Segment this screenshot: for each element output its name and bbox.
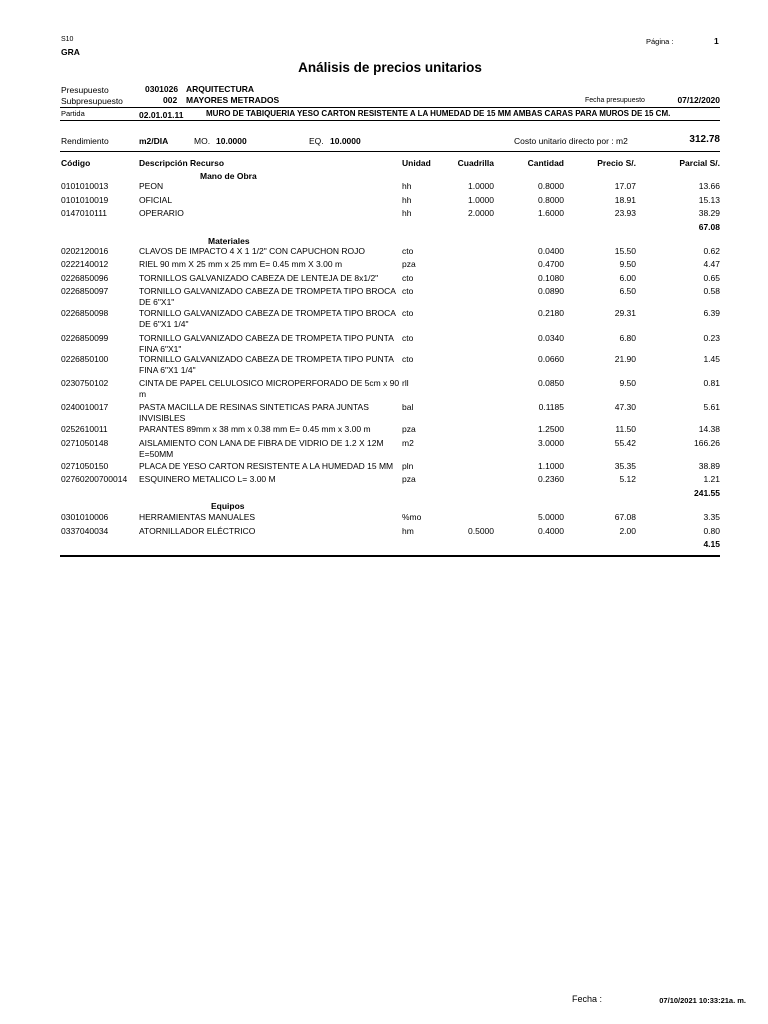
item-cuadrilla: 1.0000	[468, 181, 494, 191]
rendimiento-unit: m2/DIA	[139, 136, 169, 146]
item-cantidad: 1.6000	[538, 208, 564, 218]
rendimiento-label: Rendimiento	[61, 136, 109, 146]
item-unit: hh	[402, 181, 412, 191]
item-cantidad: 1.1000	[538, 461, 564, 471]
item-code: 02760200700014	[61, 474, 128, 484]
mo-value: 10.0000	[216, 136, 247, 146]
item-code: 0101010013	[61, 181, 109, 191]
item-cantidad: 0.0660	[538, 354, 564, 364]
item-unit: cto	[402, 354, 414, 364]
fecha-presupuesto: 07/12/2020	[677, 95, 720, 105]
item-cantidad: 0.4700	[538, 259, 564, 269]
item-precio: 5.12	[619, 474, 636, 484]
col-precio: Precio S/.	[597, 158, 636, 168]
presupuesto-label: Presupuesto	[61, 85, 109, 95]
item-unit: %mo	[402, 512, 422, 522]
partida-description: MURO DE TABIQUERIA YESO CARTON RESISTENTE A LA HUMEDAD DE 15 MM AMBAS CARAS PARA MUROS DE 15 CM.	[206, 109, 671, 118]
item-unit: cto	[402, 333, 414, 343]
item-cantidad: 0.0850	[538, 378, 564, 388]
item-precio: 15.50	[614, 246, 636, 256]
item-unit: cto	[402, 286, 414, 296]
subtotal-materiales: 241.55	[694, 488, 720, 498]
item-parcial: 0.81	[703, 378, 720, 388]
item-cantidad: 5.0000	[538, 512, 564, 522]
eq-label: EQ.	[309, 136, 324, 146]
item-description: PLACA DE YESO CARTON RESISTENTE A LA HUMEDAD 15 MM	[139, 461, 394, 471]
divider	[60, 107, 720, 108]
table-row	[0, 181, 768, 193]
item-parcial: 1.45	[703, 354, 720, 364]
table-header	[0, 158, 768, 170]
table-row	[0, 424, 768, 436]
subpresupuesto-name: MAYORES METRADOS	[186, 95, 280, 105]
table-row	[0, 402, 768, 423]
table-row	[0, 286, 768, 307]
item-cantidad: 0.2360	[538, 474, 564, 484]
table-row	[0, 512, 768, 524]
item-code: 0240010017	[61, 402, 109, 412]
item-cantidad: 1.2500	[538, 424, 564, 434]
subpresupuesto-label: Subpresupuesto	[61, 96, 123, 106]
table-row	[0, 438, 768, 459]
item-code: 0301010006	[61, 512, 109, 522]
section-title-mano-de-obra: Mano de Obra	[200, 171, 257, 181]
section-title-equipos: Equipos	[211, 501, 245, 511]
table-row	[0, 333, 768, 354]
item-precio: 17.07	[614, 181, 636, 191]
item-parcial: 0.80	[703, 526, 720, 536]
item-precio: 2.00	[619, 526, 636, 536]
item-description: ESQUINERO METALICO L= 3.00 M	[139, 474, 276, 484]
page-label: Página :	[646, 37, 674, 46]
item-parcial: 15.13	[698, 195, 720, 205]
item-cantidad: 0.8000	[538, 195, 564, 205]
item-description: OFICIAL	[139, 195, 173, 205]
item-parcial: 4.47	[703, 259, 720, 269]
item-precio: 23.93	[614, 208, 636, 218]
table-row	[0, 273, 768, 285]
item-precio: 35.35	[614, 461, 636, 471]
item-parcial: 3.35	[703, 512, 720, 522]
table-row	[0, 246, 768, 258]
item-description: PASTA MACILLA DE RESINAS SINTETICAS PARA JUNTAS INVISIBLES	[139, 402, 369, 423]
item-unit: pza	[402, 259, 416, 269]
item-precio: 11.50	[615, 424, 636, 434]
presupuesto-name: ARQUITECTURA	[186, 84, 254, 94]
item-description: TORNILLO GALVANIZADO CABEZA DE TROMPETA TIPO BROCA DE 6"X1"	[139, 286, 396, 307]
item-code: 0226850100	[61, 354, 109, 364]
item-cantidad: 0.1185	[538, 402, 564, 412]
item-description: TORNILLOS GALVANIZADO CABEZA DE LENTEJA DE 8x1/2"	[139, 273, 379, 283]
item-unit: hm	[402, 526, 414, 536]
item-precio: 6.80	[619, 333, 636, 343]
item-precio: 9.50	[619, 259, 636, 269]
mo-label: MO.	[194, 136, 211, 146]
item-parcial: 0.62	[703, 246, 720, 256]
col-unidad: Unidad	[402, 158, 431, 168]
subtotal-mano-de-obra: 67.08	[698, 222, 720, 232]
item-description: PARANTES 89mm x 38 mm x 0.38 mm E= 0.45 mm x 3.00 m	[139, 424, 371, 434]
item-cuadrilla: 0.5000	[468, 526, 494, 536]
item-unit: bal	[402, 402, 414, 412]
item-parcial: 38.29	[698, 208, 720, 218]
item-precio: 47.30	[614, 402, 636, 412]
table-row	[0, 259, 768, 271]
footer-fecha-label: Fecha :	[572, 994, 603, 1004]
item-precio: 6.50	[619, 286, 636, 296]
item-unit: cto	[402, 273, 414, 283]
item-unit: pza	[402, 424, 416, 434]
item-unit: hh	[402, 195, 412, 205]
item-description: OPERARIO	[139, 208, 184, 218]
subpresupuesto-code: 002	[163, 95, 178, 105]
col-cuadrilla: Cuadrilla	[457, 158, 494, 168]
subtotal-equipos: 4.15	[703, 539, 720, 549]
system-label: S10	[61, 36, 74, 43]
divider	[60, 151, 720, 152]
item-cantidad: 0.0400	[538, 246, 564, 256]
item-cuadrilla: 1.0000	[468, 195, 494, 205]
item-parcial: 0.58	[703, 286, 720, 296]
item-cantidad: 3.0000	[538, 438, 564, 448]
item-cantidad: 0.2180	[538, 308, 564, 318]
item-parcial: 5.61	[703, 402, 720, 412]
partida-label: Partida	[61, 109, 85, 118]
item-parcial: 14.38	[698, 424, 720, 434]
item-code: 0226850099	[61, 333, 109, 343]
item-parcial: 6.39	[703, 308, 720, 318]
item-parcial: 0.23	[703, 333, 720, 343]
item-precio: 9.50	[619, 378, 636, 388]
col-cantidad: Cantidad	[527, 158, 564, 168]
item-code: 0202120016	[61, 246, 109, 256]
table-row	[0, 474, 768, 486]
section-title-materiales: Materiales	[208, 236, 250, 246]
item-cantidad: 0.0890	[538, 286, 564, 296]
fecha-presupuesto-label: Fecha presupuesto	[585, 97, 645, 104]
item-precio: 67.08	[614, 512, 636, 522]
item-description: PEON	[139, 181, 164, 191]
item-precio: 18.91	[614, 195, 636, 205]
item-description: AISLAMIENTO CON LANA DE FIBRA DE VIDRIO DE 1.2 X 12M E=50MM	[139, 438, 384, 459]
item-code: 0226850097	[61, 286, 109, 296]
item-description: TORNILLO GALVANIZADO CABEZA DE TROMPETA TIPO BROCA DE 6"X1 1/4"	[139, 308, 396, 329]
item-unit: cto	[402, 246, 414, 256]
item-cuadrilla: 2.0000	[468, 208, 494, 218]
item-code: 0101010019	[61, 195, 109, 205]
footer-fecha-value: 07/10/2021 10:33:21a. m.	[659, 996, 746, 1005]
page-title: Análisis de precios unitarios	[298, 60, 482, 75]
item-cantidad: 0.4000	[538, 526, 564, 536]
col-parcial: Parcial S/.	[679, 158, 720, 168]
table-row	[0, 208, 768, 220]
costo-unitario-value: 312.78	[689, 134, 720, 145]
costo-unitario-label: Costo unitario directo por : m2	[514, 136, 628, 146]
item-code: 0271050150	[61, 461, 109, 471]
item-code: 0226850098	[61, 308, 109, 318]
item-unit: hh	[402, 208, 412, 218]
table-row	[0, 195, 768, 207]
item-parcial: 38.89	[698, 461, 720, 471]
item-parcial: 1.21	[703, 474, 720, 484]
item-unit: rll	[402, 378, 409, 388]
item-parcial: 0.65	[703, 273, 720, 283]
item-code: 0252610011	[61, 424, 108, 434]
item-code: 0147010111	[61, 208, 108, 218]
table-end-divider	[60, 555, 720, 557]
item-cantidad: 0.8000	[538, 181, 564, 191]
item-code: 0271050148	[61, 438, 109, 448]
company-label: GRA	[61, 47, 80, 57]
item-description: HERRAMIENTAS MANUALES	[139, 512, 256, 522]
item-precio: 21.90	[614, 354, 636, 364]
col-descripcion: Descripción Recurso	[139, 158, 225, 168]
item-unit: m2	[402, 438, 414, 448]
item-precio: 29.31	[614, 308, 636, 318]
item-code: 0222140012	[61, 259, 109, 269]
item-description: RIEL 90 mm X 25 mm x 25 mm E= 0.45 mm X 3.00 m	[139, 259, 343, 269]
col-codigo: Código	[61, 158, 91, 168]
item-unit: pza	[402, 474, 416, 484]
item-code: 0226850096	[61, 273, 109, 283]
page-number: 1	[714, 36, 719, 46]
item-description: CINTA DE PAPEL CELULOSICO MICROPERFORADO DE 5cm x 90 m	[139, 378, 400, 399]
item-cantidad: 0.1080	[538, 273, 564, 283]
item-code: 0230750102	[61, 378, 109, 388]
table-row	[0, 354, 768, 375]
item-description: ATORNILLADOR ELÉCTRICO	[139, 526, 256, 536]
partida-code: 02.01.01.11	[139, 110, 184, 120]
table-row	[0, 378, 768, 399]
divider	[60, 120, 720, 121]
table-row	[0, 461, 768, 473]
item-description: TORNILLO GALVANIZADO CABEZA DE TROMPETA TIPO PUNTA FINA 6"X1"	[139, 333, 394, 354]
item-description: CLAVOS DE IMPACTO 4 X 1 1/2" CON CAPUCHON ROJO	[139, 246, 365, 256]
item-cantidad: 0.0340	[538, 333, 564, 343]
item-unit: cto	[402, 308, 414, 318]
eq-value: 10.0000	[330, 136, 361, 146]
item-code: 0337040034	[61, 526, 109, 536]
item-parcial: 13.66	[698, 181, 720, 191]
table-row	[0, 308, 768, 329]
item-precio: 55.42	[614, 438, 636, 448]
item-description: TORNILLO GALVANIZADO CABEZA DE TROMPETA TIPO PUNTA FINA 6"X1 1/4"	[139, 354, 394, 375]
presupuesto-code: 0301026	[145, 84, 179, 94]
item-parcial: 166.26	[694, 438, 720, 448]
table-row	[0, 526, 768, 538]
item-precio: 6.00	[619, 273, 636, 283]
item-unit: pln	[402, 461, 414, 471]
